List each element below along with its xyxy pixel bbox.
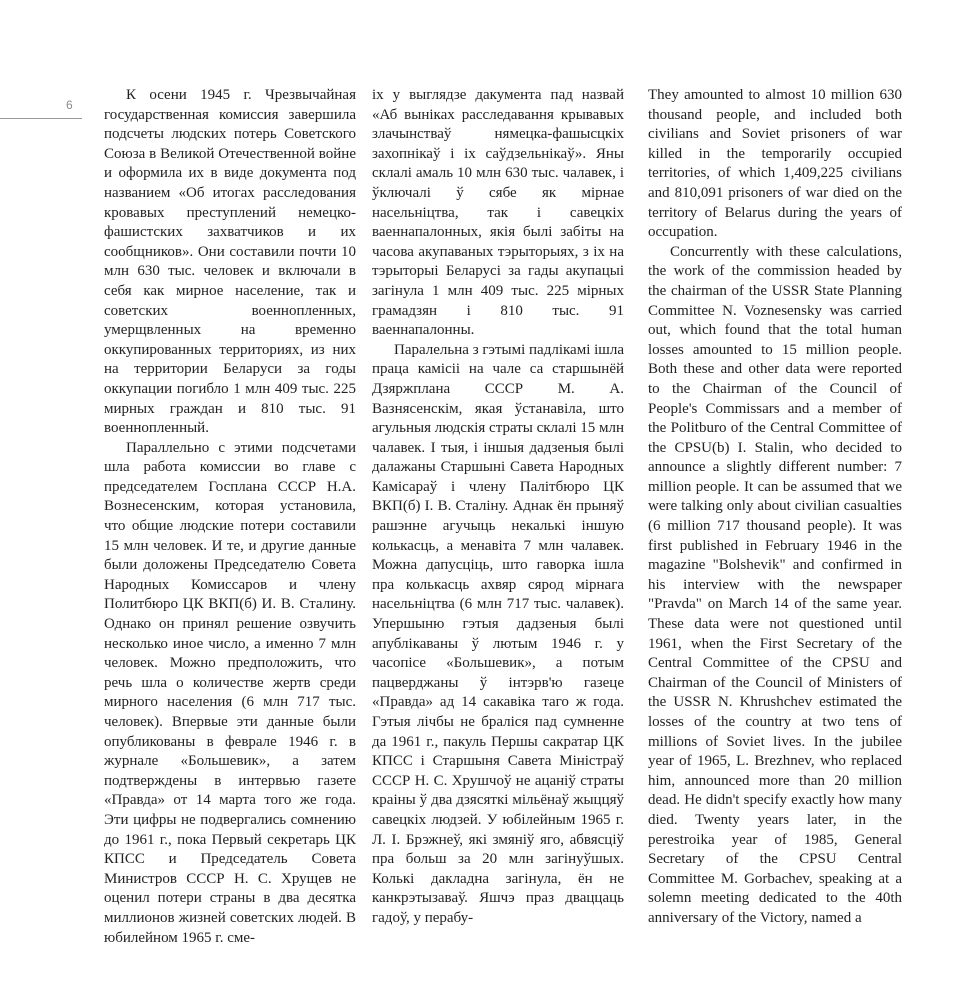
english-paragraph-2: Concurrently with these calculations, the work of the commission headed by the chairman of the USSR State Planning Committee N. Voznesensky was carried out, which found that the total human losses amounted to 15 million people. Both these and other data were reported to the Chairman of the Council of People's Commissars and a member of the Politburo of the Central Committee of the CPSU(b) I. Stalin, who decided to announce a slightly different number: 7 million people. It can be assumed that we were talking only about civilian casualties (6 million 717 thousand people). It was first published in February 1946 in the magazine "Bolshevik" and confirmed in his interview with the newspaper "Pravda" on March 14 of the same year. These data were not questioned until 1961, when the First Secretary of the Central Committee of the CPSU and Chairman of the Council of Ministers of the USSR N. Khrushchev estimated the losses of the country at two tens of millions of Soviet lives. In the jubilee year of 1965, L. Brezhnev, who replaced him, announced more than 20 million dead. He didn't specify exactly how many died. Twenty years later, in the perestroika year of 1985, General Secretary of the CPSU Central Committee M. Gorbachev, speaking at a solemn meeting dedicated to the 40th anniversary of the Victory, named a [648,243,902,926]
page-number: 6 [66,98,74,112]
margin-rule [0,118,82,119]
belarusian-paragraph-1: іх у выглядзе дакумента пад назвай «Аб выніках расследавання крывавых злачынстваў нямецка-фашысцкіх захопнікаў і іх саўдзельнікаў». Яны склалі амаль 10 млн 630 тыс. чалавек, і ўключалі ў сябе як мірнае насельніцтва, так і савецкіх ваеннапалонных, якія былі забіты на часова акупаваных тэрыторыях, з іх на тэрыторыі Беларусі за гады акупацыі загінула 1 млн 409 тыс. 225 мірных грамадзян і 810 тыс. 91 ваеннапалонны. [372,87,624,339]
russian-paragraph-1: К осени 1945 г. Чрезвычайная государственная комиссия завершила подсчеты людских потерь Советского Союза в Великой Отечественной войне и оформила их в виде документа под названием «Об итогах расследования кровавых преступлений немецко-фашистских захватчиков и их сообщников». Они составили почти 10 млн 630 тыс. человек и включали в себя как мирное население, так и советских военнопленных, умерщвленных на временно оккупированных территориях, из них на территории Беларуси за годы оккупации погибло 1 млн 409 тыс. 225 мирных граждан и 810 тыс. 91 военнопленный. [104,87,356,437]
russian-text-column [104,86,356,948]
belarusian-text-column [372,86,624,929]
belarusian-paragraph-2: Паралельна з гэтымі падлікамі ішла праца камісіі на чале са старшынёй Дзяржплана СССР М. А. Вазнясенскім, якая ўстанавіла, што агульныя людскія страты склалі 15 млн чалавек. І тыя, і іншыя дадзеныя былі далажаны Старшыні Савета Народных Камісараў і члену Палітбюро ЦК ВКП(б) І. В. Сталіну. Аднак ён прыняў рашэнне агучыць некалькі іншую колькасць, а менавіта 7 млн чалавек. Можна дапусціць, што гаворка ішла пра колькасць ахвяр сярод мірнага насельніцтва (6 млн 717 тыс. чалавек). Упершыню гэтыя дадзеныя былі апублікаваны ў лютым 1946 г. у часопісе «Большевик», а потым пацверджаны ў інтэрв'ю газеце «Правда» ад 14 сакавіка таго ж года. Гэтыя лічбы не браліся пад сумненне да 1961 г., пакуль Першы сакратар ЦК КПСС і Старшыня Савета Міністраў СССР Н. С. Хрушчоў не ацаніў страты краіны ў два дзясяткі мільёнаў жыццяў савецкіх людзей. У юбілейным 1965 г. Л. І. Брэжнеў, які змяніў яго, абвясціў пра больш за 20 млн загінуўшых. Колькі дакладна загінула, ён не канкрэтызаваў. Яшчэ праз дваццаць гадоў, у перабу- [372,341,624,926]
russian-paragraph-2: Параллельно с этими подсчетами шла работа комиссии во главе с председателем Госплана СССР Н.А. Вознесенским, которая установила, что общие людские потери составили 15 млн человек. И те, и другие данные были доложены Председателю Совета Народных Комиссаров и члену Политбюро ЦК ВКП(б) И. В. Сталину. Однако он принял решение озвучить несколько иное число, а именно 7 млн человек. Можно предположить, что речь шла о количестве жертв среди мирного населения (6 млн 717 тыс. человек). Впервые эти данные были опубликованы в феврале 1946 г. в журнале «Большевик», а затем подтверждены в интервью газете «Правда» от 14 марта того же года. Эти цифры не подвергались сомнению до 1961 г., пока Первый секретарь ЦК КПСС и Председатель Совета Министров СССР Н. С. Хрущев не оценил потери страны в два десятка миллионов жизней советских людей. В юбилейном 1965 г. сме- [104,439,356,946]
english-text-column [648,86,902,929]
english-paragraph-1: They amounted to almost 10 million 630 thousand people, and included both civilians and Soviet prisoners of war killed in the temporarily occupied territories, of which 1,409,225 civilians and 810,091 prisoners of war died on the territory of Belarus during the years of occupation. [648,87,902,241]
